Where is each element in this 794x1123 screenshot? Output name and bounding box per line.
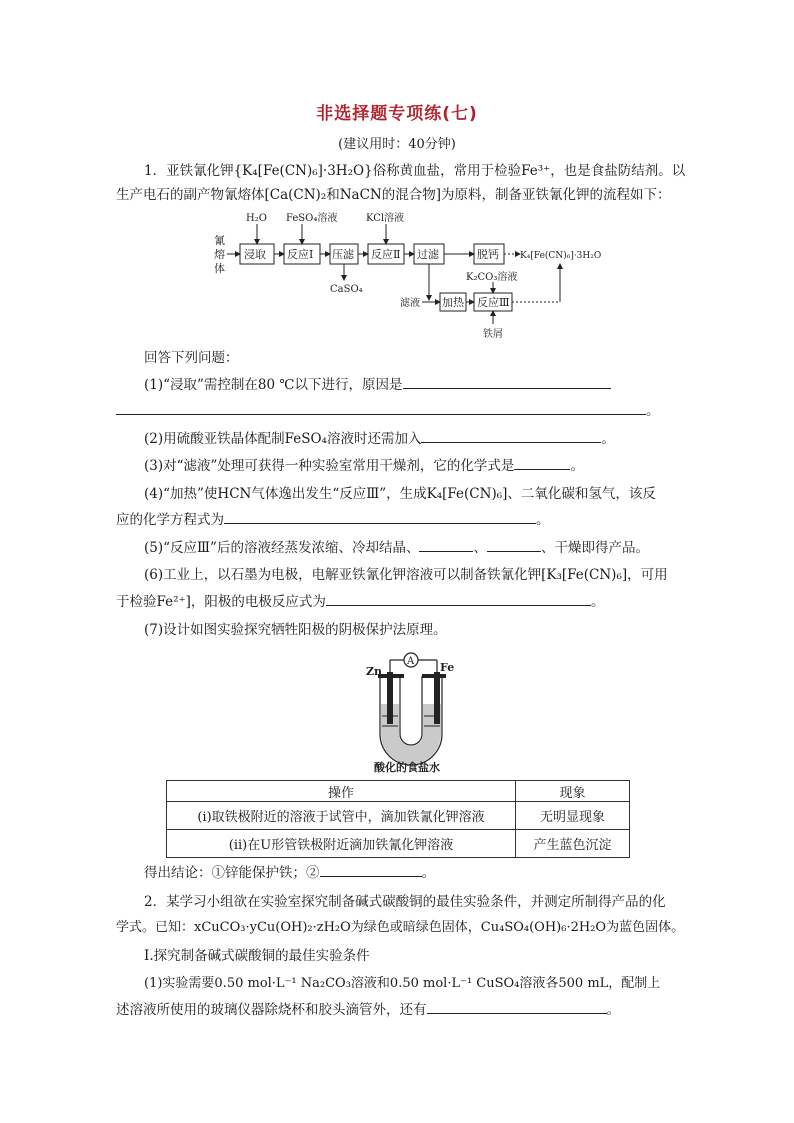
answer-blank [224,509,536,524]
ammeter-label: A [407,656,415,667]
answer-blank [320,862,422,877]
flow-feed-3: 体 [214,262,225,275]
u-tube-figure [360,644,460,774]
flow-label-pressfilter: 压滤 [332,248,354,261]
q1-part1-cont [116,400,682,422]
conclusion-text: 得出结论：①锌能保护铁；② [144,865,320,881]
flow-add-feso4: FeSO₄溶液 [286,213,338,224]
answer-blank [326,591,591,606]
period: 。 [646,403,660,419]
q2-intro-line1: 2．某学习小组欲在实验室探究制备碱式碳酸铜的最佳实验条件，并测定所制得产品的化 [144,894,666,910]
answer-blank [514,455,570,470]
flow-filtrate: 滤液 [400,298,420,309]
answer-blank [419,537,473,552]
answer-blank [427,999,607,1014]
q2-intro-line2: 学式。已知：xCuCO₃·yCu(OH)₂·zH₂O为绿色或暗绿色固体，Cu₄SO₄(OH)₆·2H₂O为蓝色固体。 [116,920,685,935]
period: 。 [590,594,605,610]
flow-product: K₄[Fe(CN)₆]·3H₂O [520,251,602,261]
table-header-operation: 操作 [167,781,516,802]
q1-part4-text: 应的化学方程式为 [116,512,224,528]
flow-iron: 铁屑 [483,329,503,340]
q1-intro-line1: 1．亚铁氰化钾{K₄[Fe(CN)₆]·3H₂O}俗称黄血盐，常用于检验Fe³⁺，也是食盐防结剂。以 [144,163,686,179]
answer-blank [421,428,601,443]
period: 。 [536,512,550,528]
flow-label-reaction2: 反应Ⅱ [371,248,401,261]
answer-blank [487,537,541,552]
q2-part1-text: 述溶液所使用的玻璃仪器除烧杯和胶头滴管外，还有 [116,1002,427,1018]
q1-conclusion [144,862,682,884]
answer-prompt: 回答下列问题： [144,350,239,366]
table-header-phenomenon: 现象 [516,781,630,802]
fe-electrode [434,672,440,724]
table-cell-operation: (ii)在U形管铁极附近滴加铁氰化钾溶液 [167,830,516,858]
fe-label: Fe [440,661,455,674]
table-row [167,830,630,858]
zn-electrode [387,672,393,724]
q1-intro-line2: 生产电石的副产物氰熔体[Ca(CN)₂和NaCN的混合物]为原料，制备亚铁氰化钾的流程如下： [116,187,671,203]
q2-section-heading: Ⅰ.探究制备碱式碳酸铜的最佳实验条件 [144,948,370,964]
q1-part2-text: (2)用硫酸亚铁晶体配制FeSO₄溶液时还需加入 [144,431,422,447]
q1-part5-text: (5)“反应Ⅲ”后的溶液经蒸发浓缩、冷却结晶、 [144,540,420,556]
flow-diagram [210,206,602,346]
q1-part1-text: (1)“浸取”需控制在80 ℃以下进行，原因是 [144,377,403,393]
flow-add-h2o: H₂O [246,213,267,224]
table-row [167,802,630,830]
table-cell-phenomenon: 产生蓝色沉淀 [516,830,630,858]
q1-part5: (5)“反应Ⅲ”后的溶液经蒸发浓缩、冷却结晶、 、 、干燥即得产品。 [144,537,682,559]
q1-part4-line1: (4)“加热”使HCN气体逸出发生“反应Ⅲ”，生成K₄[Fe(CN)₆]、二氧化碳和氢气，该反 [144,486,656,502]
flow-label-filter: 过滤 [417,248,439,261]
q1-part3-text: (3)对“滤液”处理可获得一种实验室常用干燥剂，它的化学式是 [144,458,515,474]
flow-label-reaction1: 反应Ⅰ [287,248,314,261]
q1-part1 [144,374,682,396]
flow-out-caso4: CaSO₄ [330,284,363,295]
page-subtitle: (建议用时：40分钟) [338,137,456,152]
q2-part1-line2 [116,999,682,1021]
flow-label-reaction3: 反应Ⅲ [477,296,510,309]
period: 。 [570,458,584,474]
flow-label-heat: 加热 [442,296,464,309]
q1-part4-line2 [116,509,682,531]
period: 。 [601,431,615,447]
answer-blank [116,400,646,415]
q1-part6-line1: (6)工业上，以石墨为电极，电解亚铁氰化钾溶液可以制备铁氰化钾[K₃[Fe(CN)₆]，可用 [144,567,668,583]
page-title: 非选择题专项练(七) [316,104,478,124]
q1-part6-line2 [116,591,682,613]
table-cell-operation: (i)取铁极附近的溶液于试管中，滴加铁氰化钾溶液 [167,802,516,830]
q1-part6-text: 于检验Fe²⁺]，阳极的电极反应式为 [116,594,326,610]
q1-part7: (7)设计如图实验探究牺牲阳极的阴极保护法原理。 [144,622,447,638]
flow-add-kcl: KCl溶液 [366,213,405,224]
experiment-table [166,780,630,858]
answer-blank [403,374,611,389]
flow-feed-1: 氰 [214,234,225,247]
q2-part1-line1: (1)实验需要0.50 mol·L⁻¹ Na₂CO₃溶液和0.50 mol·L⁻¹ CuSO₄溶液各500 mL，配制上 [144,976,661,991]
zn-label: Zn [366,665,383,678]
q1-part3 [144,455,682,477]
figure-caption: 酸化的食盐水 [374,761,440,774]
table-cell-phenomenon: 无明显现象 [516,802,630,830]
q1-part5-tail: 、干燥即得产品。 [540,540,649,556]
flow-label-decalcify: 脱钙 [477,248,499,261]
period: 。 [606,1002,620,1018]
flow-label-leach: 浸取 [244,248,266,261]
flow-add-k2co3: K₂CO₃溶液 [466,272,518,283]
q1-part2 [144,428,682,450]
period: 。 [421,865,435,881]
flow-feed-2: 熔 [214,248,225,261]
